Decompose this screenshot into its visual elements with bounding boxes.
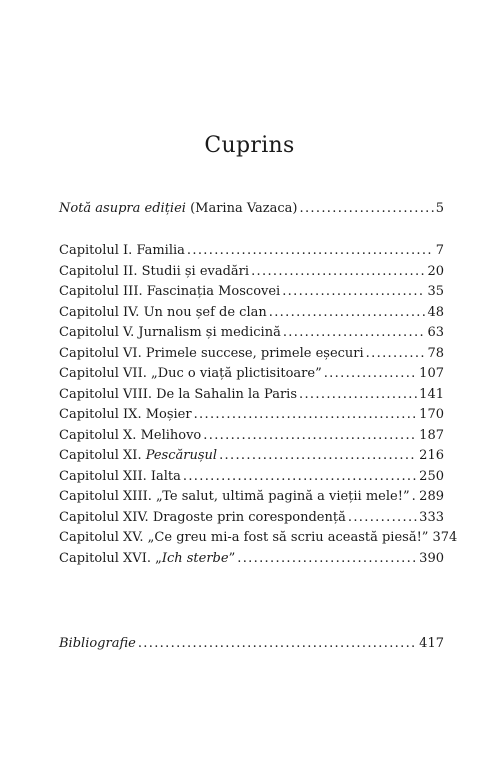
dot-leader [203,426,417,447]
toc-entry-chapter[interactable] [59,241,444,262]
toc-entry-chapter[interactable] [59,405,444,426]
toc-entry-label [59,528,428,549]
dot-leader [237,549,417,570]
toc-entry-label [59,241,185,262]
toc-entry-label-prefix: Capitolul I. Familia [59,243,185,258]
toc-entry-page: 35 [427,284,444,299]
toc-entry-label-italic: Ich sterbe [161,550,229,566]
toc-entry-label-suffix: ” [228,550,236,566]
toc-entry-chapter[interactable] [59,549,444,570]
toc-entry-label-italic: Notă asupra ediției [59,201,186,216]
toc-entry-label-prefix: Capitolul XIV. Dragoste prin corespondență [59,509,346,525]
toc-entry-label [59,323,281,344]
toc-entry-label-prefix: Capitolul VI. Primele succese, primele eșecuri [59,345,364,361]
toc-entry-label [59,364,322,385]
dot-leader [366,344,426,365]
toc-entry-chapter[interactable] [59,508,444,529]
toc-entry-chapter[interactable] [59,262,444,283]
toc-entry-page: 333 [419,509,444,525]
toc-entry-label [59,385,297,406]
page-title: Cuprins [204,133,295,158]
dot-leader [412,487,418,508]
toc-note-section [59,199,444,220]
toc-entry-page: 417 [419,636,444,651]
toc-entry-label [59,549,235,570]
dot-leader [194,405,418,426]
toc-entry-label [59,199,297,220]
toc-entry-page: 5 [435,201,444,216]
toc-entry-label-prefix: Capitolul X. Melihovo [59,427,202,443]
toc-entry-chapter[interactable] [59,364,444,385]
toc-entry-chapter[interactable] [59,344,444,365]
toc-entry-label [59,467,181,488]
dot-leader [299,199,433,220]
toc-entry-label-prefix: Capitolul XI. [59,448,146,463]
toc-entry-label [59,282,280,303]
dot-leader [299,385,417,406]
toc-entry-chapter[interactable] [59,282,444,303]
dot-leader [348,508,417,529]
dot-leader [282,282,425,303]
toc-entry-chapter[interactable] [59,487,444,508]
toc-entry-page: 390 [419,550,444,566]
toc-entry-label-rest: (Marina Vazaca) [185,201,298,216]
toc-entry-page: 63 [427,325,444,340]
dot-leader [324,364,417,385]
toc-entry-label [59,303,267,324]
toc-entry-page: 374 [432,530,458,545]
dot-leader [283,323,426,344]
toc-entry-page: 170 [419,407,444,422]
toc-chapters-section [59,241,458,569]
toc-entry-label-prefix: Capitolul VIII. De la Sahalin la Paris [59,386,297,402]
toc-entry-chapter[interactable] [59,426,444,447]
toc-entry-page: 289 [419,489,444,504]
toc-entry-label [59,344,364,365]
toc-entry-label [59,446,217,467]
toc-entry-page: 187 [419,427,444,443]
toc-entry-chapter[interactable] [59,323,444,344]
toc-entry-page: 250 [419,468,444,484]
toc-entry-page: 107 [419,366,444,381]
toc-entry-bibliography[interactable] [59,634,444,655]
toc-entry-label [59,634,136,655]
toc-entry-page: 48 [427,304,444,320]
toc-entry-label-prefix: Capitolul IV. Un nou șef de clan [59,304,267,320]
toc-entry-label-prefix: Capitolul XV. „Ce greu mi-a fost să scriu această piesă!” [59,530,429,545]
dot-leader [251,262,425,283]
toc-entry-label [59,405,192,426]
toc-entry-label [59,426,201,447]
dot-leader [187,241,434,262]
toc-entry-note[interactable] [59,199,444,220]
toc-entry-label-prefix: Capitolul V. Jurnalism și medicină [59,325,281,340]
toc-entry-chapter[interactable] [59,385,444,406]
toc-entry-chapter[interactable] [59,303,444,324]
toc-entry-label [59,487,410,508]
toc-entry-page: 7 [435,243,444,258]
toc-entry-label-italic: Bibliografie [59,636,136,651]
toc-entry-chapter[interactable] [59,528,458,549]
toc-entry-page: 216 [419,448,444,463]
toc-entry-label-prefix: Capitolul XIII. „Te salut, ultimă pagină a vieții mele!” [59,489,410,504]
toc-entry-label-prefix: Capitolul III. Fascinația Moscovei [59,284,281,299]
toc-entry-label [59,262,249,283]
toc-entry-chapter[interactable] [59,446,444,467]
toc-entry-label-prefix: Capitolul XVI. „ [59,550,162,566]
toc-entry-label-prefix: Capitolul II. Studii și evadări [59,263,250,279]
toc-entry-page: 78 [427,345,444,361]
dot-leader [138,634,417,655]
dot-leader [269,303,426,324]
toc-entry-label-prefix: Capitolul IX. Moșier [59,407,192,422]
toc-entry-page: 20 [427,263,444,279]
toc-entry-label-prefix: Capitolul VII. „Duc o viață plictisitoare” [59,366,322,381]
toc-entry-chapter[interactable] [59,467,444,488]
toc-entry-page: 141 [419,386,444,402]
toc-entry-label [59,508,346,529]
toc-entry-label-prefix: Capitolul XII. Ialta [59,468,181,484]
dot-leader [183,467,417,488]
toc-bibliography-section [59,634,444,655]
toc-entry-label-italic: Pescărușul [145,448,218,463]
dot-leader [219,446,417,467]
